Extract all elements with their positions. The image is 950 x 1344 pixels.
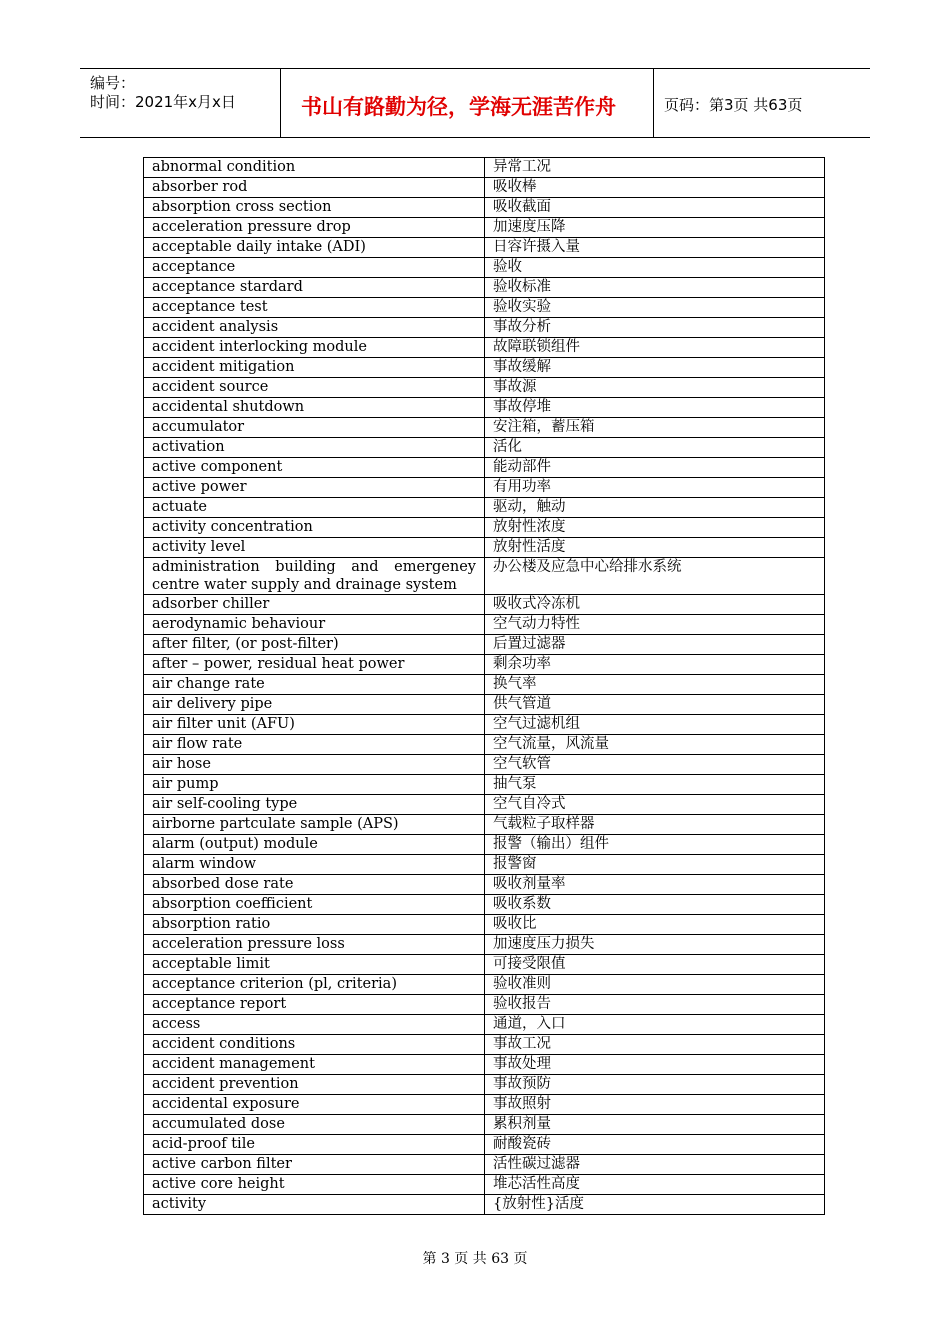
table-row — [144, 1115, 825, 1135]
term-chinese: 换气率 — [485, 675, 825, 695]
term-chinese: 吸收系数 — [485, 895, 825, 915]
term-chinese: 放射性浓度 — [485, 518, 825, 538]
term-chinese: 安注箱，蓄压箱 — [485, 418, 825, 438]
term-english: accumulated dose — [144, 1115, 485, 1135]
term-chinese: 抽气泵 — [485, 775, 825, 795]
term-english: acceptance criterion (pl, criteria) — [144, 975, 485, 995]
term-english: acceleration pressure drop — [144, 218, 485, 238]
term-chinese: 后置过滤器 — [485, 635, 825, 655]
term-chinese: 空气动力特性 — [485, 615, 825, 635]
term-chinese: 吸收截面 — [485, 198, 825, 218]
table-row — [144, 995, 825, 1015]
term-english: active component — [144, 458, 485, 478]
term-english: accident prevention — [144, 1075, 485, 1095]
term-english: after – power, residual heat power — [144, 655, 485, 675]
term-chinese: 事故停堆 — [485, 398, 825, 418]
table-row — [144, 378, 825, 398]
table-row — [144, 238, 825, 258]
table-row — [144, 298, 825, 318]
term-english: acceptance — [144, 258, 485, 278]
term-chinese: 堆芯活性高度 — [485, 1175, 825, 1195]
header-page-cell — [654, 69, 870, 137]
term-english: accumulator — [144, 418, 485, 438]
table-row — [144, 498, 825, 518]
term-chinese: 验收 — [485, 258, 825, 278]
table-row — [144, 735, 825, 755]
term-english: absorption cross section — [144, 198, 485, 218]
term-english: accident interlocking module — [144, 338, 485, 358]
term-english: accident conditions — [144, 1035, 485, 1055]
term-chinese: 事故预防 — [485, 1075, 825, 1095]
term-chinese: 事故缓解 — [485, 358, 825, 378]
term-chinese: 可接受限值 — [485, 955, 825, 975]
header-motto-cell — [281, 69, 654, 137]
term-english: absorption ratio — [144, 915, 485, 935]
table-row — [144, 715, 825, 735]
table-row — [144, 915, 825, 935]
table-row — [144, 775, 825, 795]
term-chinese: 事故处理 — [485, 1055, 825, 1075]
term-chinese: 供气管道 — [485, 695, 825, 715]
term-chinese: 加速度压力损失 — [485, 935, 825, 955]
table-row — [144, 1195, 825, 1215]
term-chinese: {放射性}活度 — [485, 1195, 825, 1215]
table-row — [144, 558, 825, 595]
table-row — [144, 398, 825, 418]
table-row — [144, 875, 825, 895]
header-page-info: 页码：第3页 共63页 — [664, 96, 803, 114]
term-chinese: 空气流量，风流量 — [485, 735, 825, 755]
term-chinese: 事故照射 — [485, 1095, 825, 1115]
table-row — [144, 935, 825, 955]
table-row — [144, 218, 825, 238]
term-english: accidental exposure — [144, 1095, 485, 1115]
term-english: absorber rod — [144, 178, 485, 198]
term-chinese: 空气自冷式 — [485, 795, 825, 815]
page-header — [80, 68, 870, 138]
table-row — [144, 835, 825, 855]
term-english: acid-proof tile — [144, 1135, 485, 1155]
term-chinese: 活性碳过滤器 — [485, 1155, 825, 1175]
table-row — [144, 318, 825, 338]
term-chinese: 能动部件 — [485, 458, 825, 478]
table-row — [144, 538, 825, 558]
term-english: alarm (output) module — [144, 835, 485, 855]
term-english: air filter unit (AFU) — [144, 715, 485, 735]
term-chinese: 报警窗 — [485, 855, 825, 875]
term-english: air delivery pipe — [144, 695, 485, 715]
term-chinese: 事故源 — [485, 378, 825, 398]
table-row — [144, 518, 825, 538]
term-english: activity — [144, 1195, 485, 1215]
table-row — [144, 635, 825, 655]
term-chinese: 日容许摄入量 — [485, 238, 825, 258]
term-english: air change rate — [144, 675, 485, 695]
term-chinese: 验收标准 — [485, 278, 825, 298]
table-row — [144, 1175, 825, 1195]
term-english: administration building and emergeney centre water supply and drainage system — [144, 558, 485, 595]
term-chinese: 吸收棒 — [485, 178, 825, 198]
term-english: absorbed dose rate — [144, 875, 485, 895]
term-english: acceleration pressure loss — [144, 935, 485, 955]
term-english: access — [144, 1015, 485, 1035]
term-chinese: 吸收式冷冻机 — [485, 595, 825, 615]
table-row — [144, 1095, 825, 1115]
term-english: activation — [144, 438, 485, 458]
term-english: after filter, (or post-filter) — [144, 635, 485, 655]
term-english: acceptance stardard — [144, 278, 485, 298]
term-chinese: 加速度压降 — [485, 218, 825, 238]
term-english: acceptable limit — [144, 955, 485, 975]
table-row — [144, 458, 825, 478]
table-row — [144, 855, 825, 875]
term-english: activity level — [144, 538, 485, 558]
term-chinese: 空气软管 — [485, 755, 825, 775]
term-english: actuate — [144, 498, 485, 518]
term-english: alarm window — [144, 855, 485, 875]
term-english: acceptance test — [144, 298, 485, 318]
table-row — [144, 695, 825, 715]
term-english: air pump — [144, 775, 485, 795]
term-english: air self-cooling type — [144, 795, 485, 815]
term-english: accident mitigation — [144, 358, 485, 378]
term-chinese: 异常工况 — [485, 158, 825, 178]
table-row — [144, 1055, 825, 1075]
term-chinese: 事故工况 — [485, 1035, 825, 1055]
term-chinese: 验收报告 — [485, 995, 825, 1015]
table-row — [144, 795, 825, 815]
term-chinese: 吸收比 — [485, 915, 825, 935]
term-english: abnormal condition — [144, 158, 485, 178]
term-chinese: 空气过滤机组 — [485, 715, 825, 735]
term-chinese: 办公楼及应急中心给排水系统 — [485, 558, 825, 595]
term-chinese: 活化 — [485, 438, 825, 458]
table-row — [144, 1035, 825, 1055]
table-row — [144, 418, 825, 438]
glossary-body — [144, 158, 825, 1215]
time-label: 时间：2021年x月x日 — [90, 93, 236, 111]
term-english: activity concentration — [144, 518, 485, 538]
table-row — [144, 278, 825, 298]
table-row — [144, 1075, 825, 1095]
table-row — [144, 358, 825, 378]
header-motto: 书山有路勤为径，学海无涯苦作舟 — [301, 95, 616, 119]
table-row — [144, 178, 825, 198]
term-chinese: 验收实验 — [485, 298, 825, 318]
term-chinese: 有用功率 — [485, 478, 825, 498]
table-row — [144, 258, 825, 278]
term-english: absorption coefficient — [144, 895, 485, 915]
term-chinese: 剩余功率 — [485, 655, 825, 675]
table-row — [144, 198, 825, 218]
page-footer: 第 3 页 共 63 页 — [422, 1251, 528, 1267]
term-english: air flow rate — [144, 735, 485, 755]
term-english: active power — [144, 478, 485, 498]
term-english: accident analysis — [144, 318, 485, 338]
term-chinese: 驱动，触动 — [485, 498, 825, 518]
table-row — [144, 615, 825, 635]
table-row — [144, 158, 825, 178]
term-chinese: 吸收剂量率 — [485, 875, 825, 895]
term-english: accident source — [144, 378, 485, 398]
term-chinese: 通道，入口 — [485, 1015, 825, 1035]
table-row — [144, 975, 825, 995]
term-english: acceptable daily intake (ADI) — [144, 238, 485, 258]
term-english: active carbon filter — [144, 1155, 485, 1175]
term-chinese: 验收准则 — [485, 975, 825, 995]
table-row — [144, 895, 825, 915]
term-chinese: 故障联锁组件 — [485, 338, 825, 358]
term-english: aerodynamic behaviour — [144, 615, 485, 635]
term-english: airborne partculate sample (APS) — [144, 815, 485, 835]
term-chinese: 气载粒子取样器 — [485, 815, 825, 835]
table-row — [144, 655, 825, 675]
glossary-table — [143, 157, 825, 1215]
header-meta — [80, 69, 281, 137]
table-row — [144, 338, 825, 358]
table-row — [144, 1155, 825, 1175]
term-english: acceptance report — [144, 995, 485, 1015]
term-chinese: 耐酸瓷砖 — [485, 1135, 825, 1155]
term-english: accidental shutdown — [144, 398, 485, 418]
term-chinese: 累积剂量 — [485, 1115, 825, 1135]
table-row — [144, 815, 825, 835]
table-row — [144, 675, 825, 695]
term-english: air hose — [144, 755, 485, 775]
term-english: active core height — [144, 1175, 485, 1195]
term-english: accident management — [144, 1055, 485, 1075]
table-row — [144, 478, 825, 498]
table-row — [144, 595, 825, 615]
table-row — [144, 438, 825, 458]
table-row — [144, 955, 825, 975]
table-row — [144, 1015, 825, 1035]
term-chinese: 事故分析 — [485, 318, 825, 338]
term-chinese: 报警（输出）组件 — [485, 835, 825, 855]
term-english: adsorber chiller — [144, 595, 485, 615]
table-row — [144, 1135, 825, 1155]
table-row — [144, 755, 825, 775]
term-chinese: 放射性活度 — [485, 538, 825, 558]
code-label: 编号： — [90, 74, 136, 92]
